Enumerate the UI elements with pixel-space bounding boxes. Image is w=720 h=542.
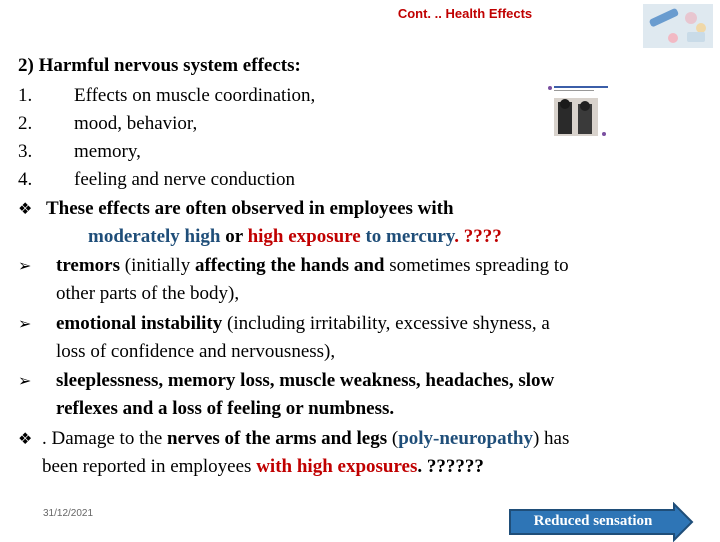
button-label: Reduced sensation xyxy=(533,513,653,529)
slide-date: 31/12/2021 xyxy=(43,508,94,519)
bullet-item: ➢ sleeplessness, memory loss, muscle weakness, headaches, slow xyxy=(18,370,555,391)
list-item: 1. Effects on muscle coordination, xyxy=(18,85,316,106)
section-heading: 2) Harmful nervous system effects: xyxy=(18,55,301,76)
medical-thumbnail-image xyxy=(643,4,713,48)
bullet-item-continuation: loss of confidence and nervousness), xyxy=(56,341,336,362)
list-item: 4. feeling and nerve conduction xyxy=(18,169,296,190)
diamond-bullet-icon: ❖ xyxy=(18,199,33,218)
paragraph-line: been reported in employees with high exposures. ?????? xyxy=(42,456,484,477)
diamond-bullet-icon: ❖ xyxy=(18,429,33,448)
slide-header: Cont. .. Health Effects xyxy=(397,6,533,21)
list-item: 2. mood, behavior, xyxy=(18,113,198,134)
paragraph-line: ❖ These effects are often observed in employees with xyxy=(18,198,454,219)
people-photo-image xyxy=(548,82,610,140)
bullet-item: ➢ emotional instability (including irritability, excessive shyness, a xyxy=(18,313,550,334)
reduced-sensation-button[interactable] xyxy=(508,502,694,542)
arrowhead-bullet-icon: ➢ xyxy=(18,314,32,333)
bullet-item: ➢ tremors (initially affecting the hands and sometimes spreading to xyxy=(18,255,569,276)
bullet-item-continuation: reflexes and a loss of feeling or numbness. xyxy=(56,398,395,419)
list-item: 3. memory, xyxy=(18,141,141,162)
arrowhead-bullet-icon: ➢ xyxy=(18,256,32,275)
paragraph-line: ❖ . Damage to the nerves of the arms and legs (poly-neuropathy) has xyxy=(18,428,570,449)
bullet-item-continuation: other parts of the body), xyxy=(56,283,240,304)
paragraph-line: moderately high or high exposure to mercury. ???? xyxy=(88,226,502,247)
arrowhead-bullet-icon: ➢ xyxy=(18,371,32,390)
